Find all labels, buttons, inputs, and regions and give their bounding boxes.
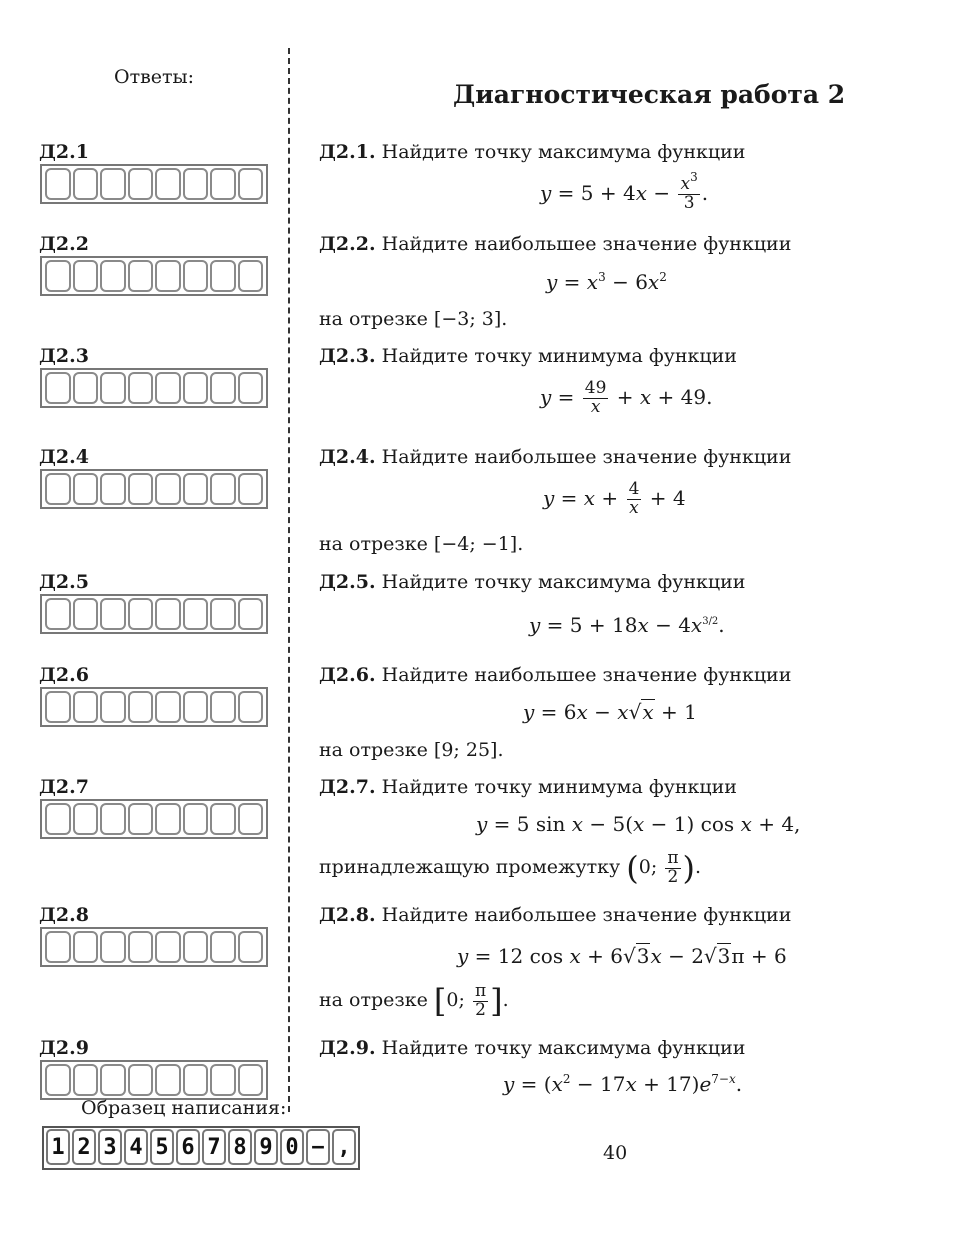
- problem-7-interval-text: принадлежащую промежутку: [319, 856, 621, 878]
- problem-7-id: Д2.7.: [319, 776, 376, 798]
- problem-6-formula: y = 6x − x√x + 1: [523, 700, 697, 724]
- problem-1-statement: [319, 141, 745, 163]
- sample-char: 1: [46, 1129, 70, 1165]
- problem-2-text: Найдите наибольшее значение функции: [381, 233, 792, 255]
- problem-5-statement: [319, 571, 745, 593]
- answer-label-6: Д2.6: [39, 664, 89, 686]
- sample-char: 3: [98, 1129, 122, 1165]
- problem-6-text: Найдите наибольшее значение функции: [381, 664, 792, 686]
- problem-3-text: Найдите точку минимума функции: [381, 345, 737, 367]
- answer-field-2[interactable]: [40, 256, 268, 296]
- problem-4-interval: на отрезке [−4; −1].: [319, 533, 524, 555]
- answer-field-7[interactable]: [40, 799, 268, 839]
- problem-9-formula: $y = (x^2 - 17x + 17)e^{7-x}$.: [503, 1072, 743, 1096]
- problem-3-statement: [319, 345, 737, 367]
- problem-4-formula: y = x + $\frac{4}{x}$ + 4: [543, 479, 686, 518]
- problem-8-statement: [319, 904, 791, 926]
- sample-char: 0: [280, 1129, 304, 1165]
- problem-8-text: Найдите наибольшее значение функции: [381, 904, 792, 926]
- problem-2-formula: $y = x^3 - 6x^2$: [546, 270, 667, 294]
- problem-7-formula: y = 5 sin x − 5(x − 1) cos x + 4,: [476, 812, 801, 836]
- problem-8-id: Д2.8.: [319, 904, 376, 926]
- problem-5-formula: $y = 5 + 18x - 4x^{3/2}$.: [529, 613, 725, 637]
- problem-9-id: Д2.9.: [319, 1037, 376, 1059]
- problem-2-statement: [319, 233, 791, 255]
- answer-field-3[interactable]: [40, 368, 268, 408]
- problem-7-interval: принадлежащую промежутку (0; $\frac{\pi}{2}$ ).: [319, 847, 702, 887]
- problem-2-id: Д2.2.: [319, 233, 376, 255]
- page-number: 40: [603, 1142, 628, 1164]
- problem-8-formula: y = 12 cos x + 6√3x − 2√3π + 6: [457, 944, 787, 968]
- problem-1-text: Найдите точку максимума функции: [381, 141, 746, 163]
- problem-5-id: Д2.5.: [319, 571, 376, 593]
- sample-digits: [42, 1126, 360, 1170]
- sample-char: 7: [202, 1129, 226, 1165]
- answer-field-9[interactable]: [40, 1060, 268, 1100]
- answer-field-5[interactable]: [40, 594, 268, 634]
- problem-4-id: Д2.4.: [319, 446, 376, 468]
- answer-field-8[interactable]: [40, 927, 268, 967]
- sample-char: 9: [254, 1129, 278, 1165]
- problem-9-statement: [319, 1037, 745, 1059]
- sample-char: −: [306, 1129, 330, 1165]
- problem-8-interval-text: на отрезке: [319, 989, 428, 1011]
- problem-3-id: Д2.3.: [319, 345, 376, 367]
- sample-char: 4: [124, 1129, 148, 1165]
- answers-title: Ответы:: [114, 66, 195, 88]
- problem-9-text: Найдите точку максимума функции: [381, 1037, 746, 1059]
- problem-4-text: Найдите наибольшее значение функции: [381, 446, 792, 468]
- problem-6-statement: [319, 664, 791, 686]
- problem-1-id: Д2.1.: [319, 141, 376, 163]
- problem-2-interval: на отрезке [−3; 3].: [319, 308, 508, 330]
- answer-label-1: Д2.1: [39, 141, 89, 163]
- answer-field-1[interactable]: [40, 164, 268, 204]
- problem-8-interval: на отрезке [0; $\frac{\pi}{2}$ ].: [319, 980, 509, 1020]
- answer-label-9: Д2.9: [39, 1037, 89, 1059]
- sample-char: 6: [176, 1129, 200, 1165]
- problem-3-formula: y = $\frac{49}{x}$ + x + 49.: [540, 378, 713, 417]
- problem-7-text: Найдите точку минимума функции: [381, 776, 737, 798]
- answer-label-5: Д2.5: [39, 571, 89, 593]
- sample-char: 8: [228, 1129, 252, 1165]
- problem-6-id: Д2.6.: [319, 664, 376, 686]
- page-title: Диагностическая работа 2: [453, 80, 846, 109]
- answer-label-4: Д2.4: [39, 446, 89, 468]
- answer-label-2: Д2.2: [39, 233, 89, 255]
- problem-1-formula: y = 5 + 4x − $\frac{x^3}{3}$ .: [540, 170, 709, 213]
- answer-label-8: Д2.8: [39, 904, 89, 926]
- answer-field-6[interactable]: [40, 687, 268, 727]
- dashed-divider: [288, 48, 290, 1112]
- answer-field-4[interactable]: [40, 469, 268, 509]
- sample-char: ,: [332, 1129, 356, 1165]
- sample-char: 5: [150, 1129, 174, 1165]
- problem-4-statement: [319, 446, 791, 468]
- answer-label-7: Д2.7: [39, 776, 89, 798]
- problem-5-text: Найдите точку максимума функции: [381, 571, 746, 593]
- problem-7-statement: [319, 776, 737, 798]
- answer-label-3: Д2.3: [39, 345, 89, 367]
- problem-6-interval: на отрезке [9; 25].: [319, 739, 504, 761]
- sample-label: Образец написания:: [81, 1097, 287, 1119]
- sample-char: 2: [72, 1129, 96, 1165]
